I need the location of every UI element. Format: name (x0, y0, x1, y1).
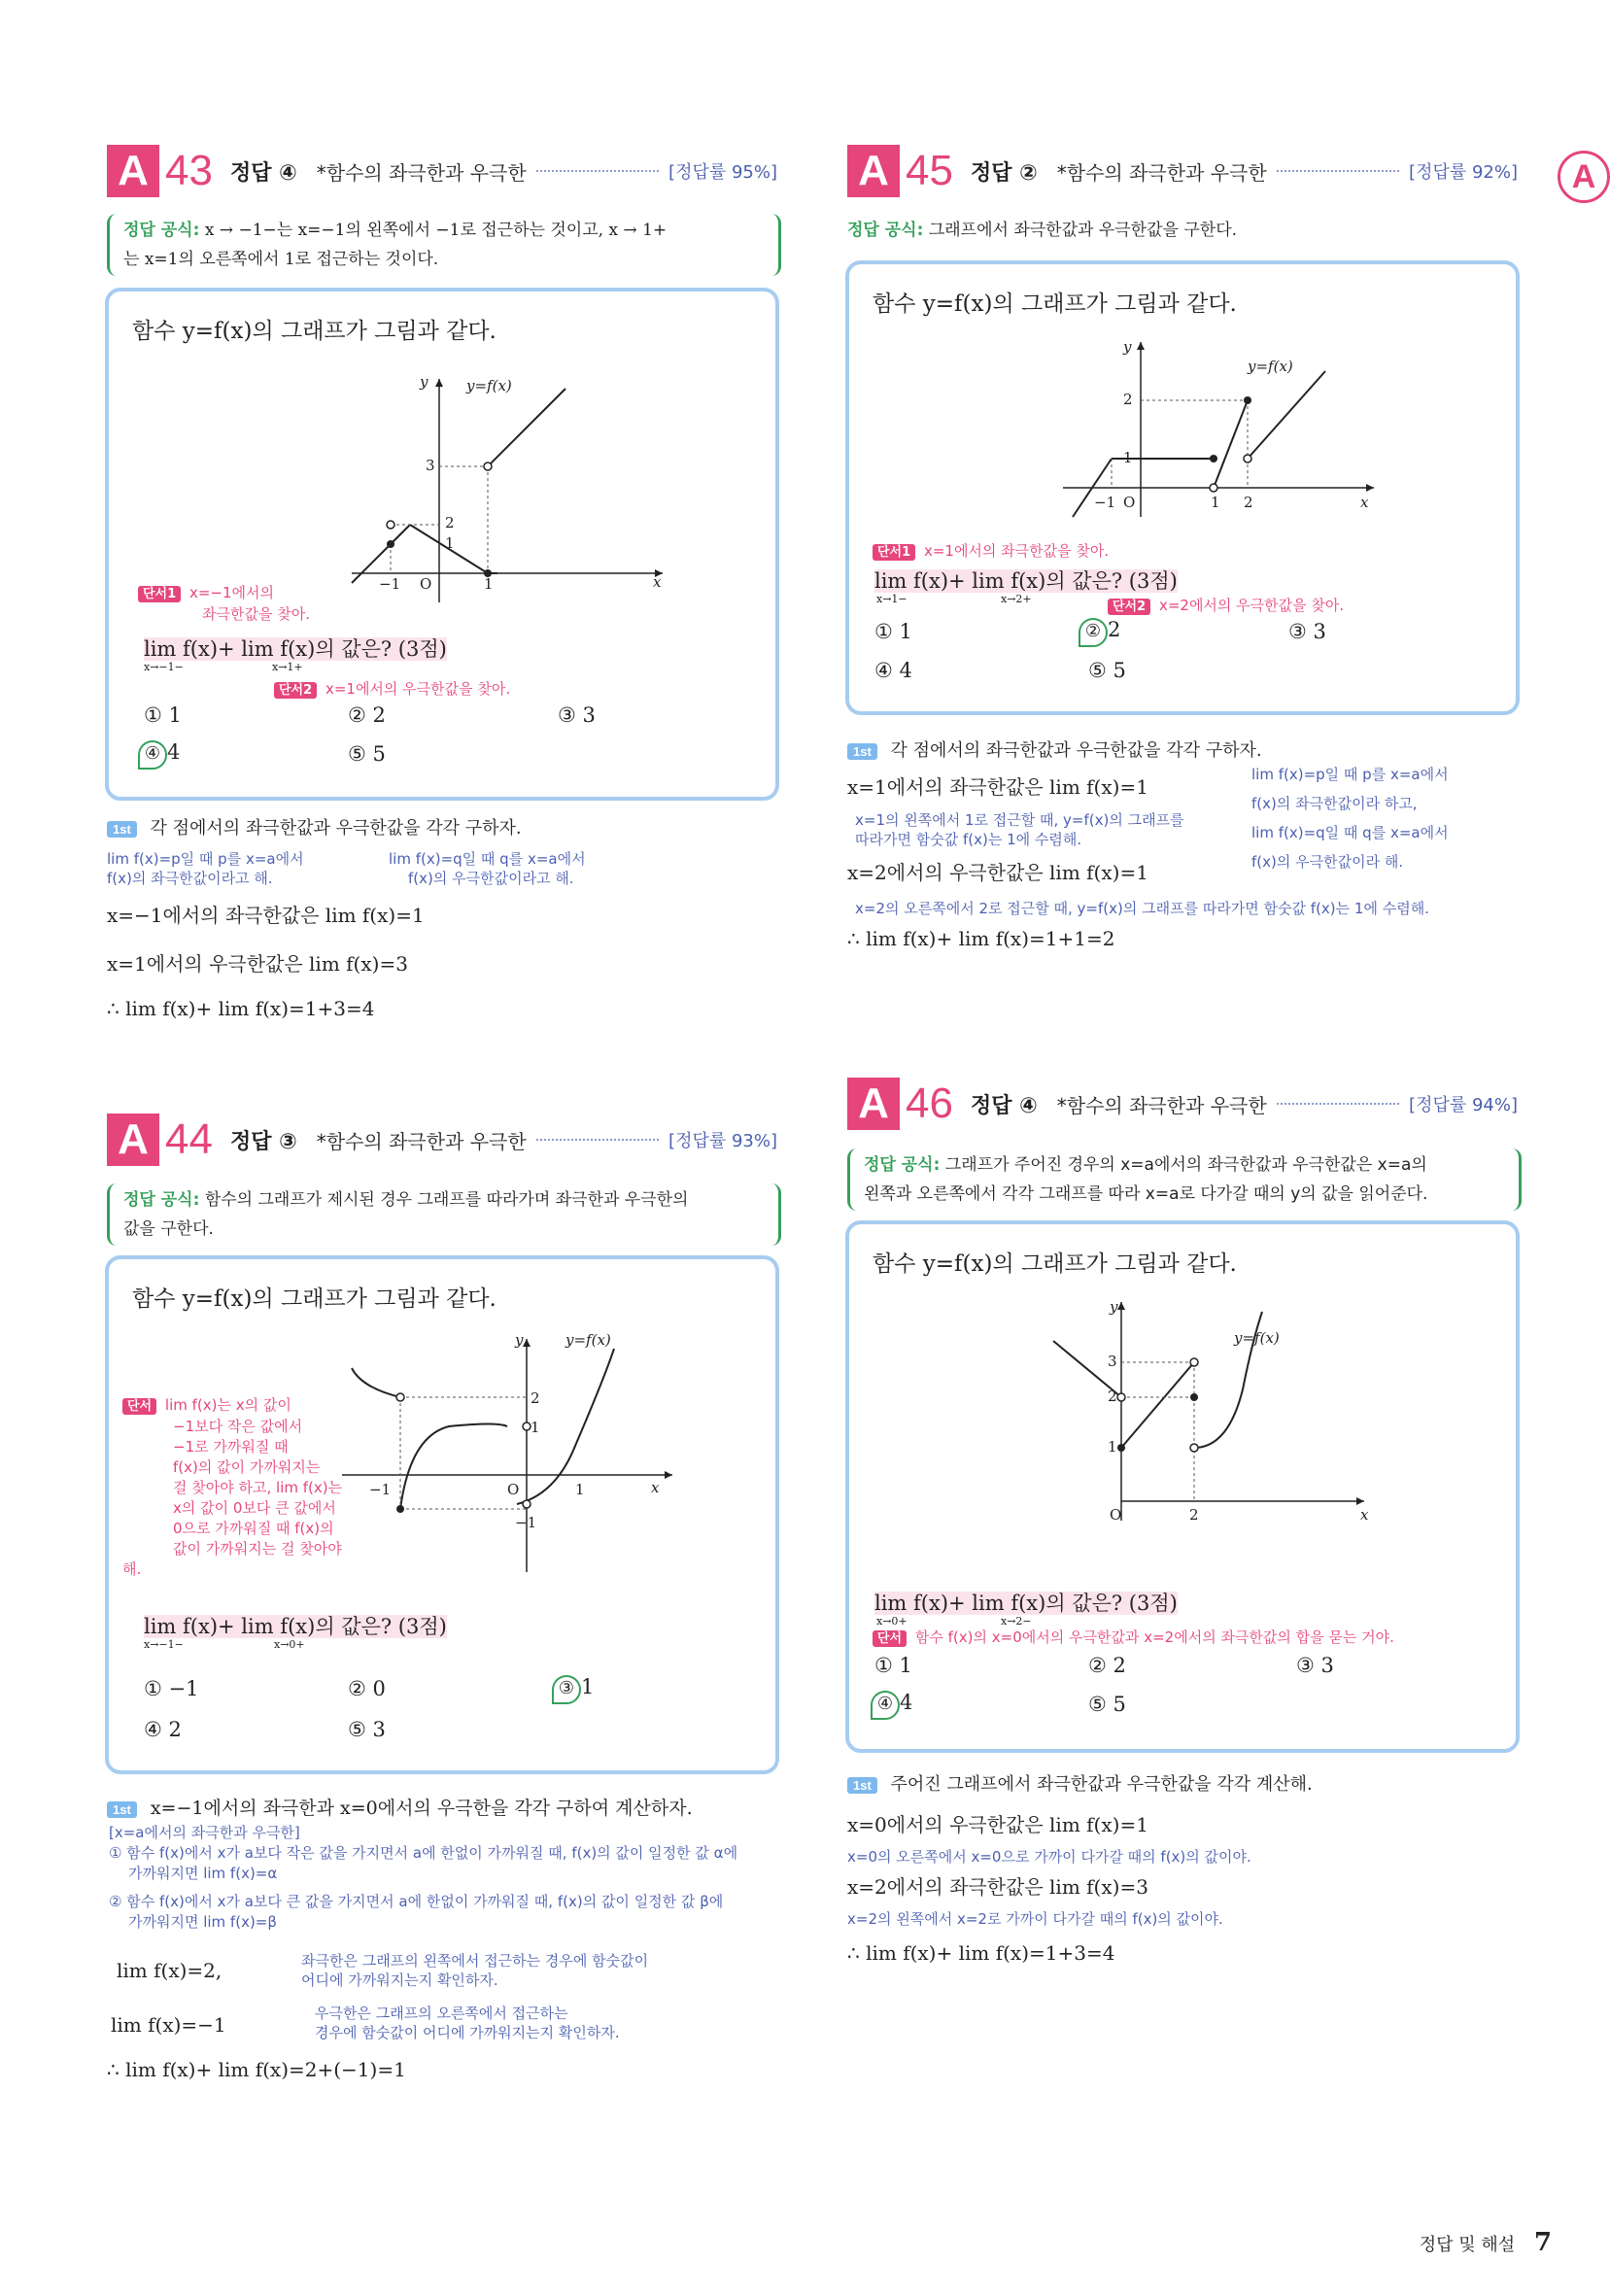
q44-hint-line-4: f(x)의 값이 가까워지는 (173, 1458, 321, 1476)
q44-graph-2: 2 (531, 1389, 540, 1407)
q43-question (144, 634, 447, 663)
q44-sol-rule1b: 가까워지면 lim f(x)=α (128, 1865, 278, 1882)
q43-formula-label: 정답 공식: (123, 221, 200, 240)
page-footer (1420, 2228, 1552, 2257)
q43-hint1-text2: 좌극한값을 찾아. (202, 605, 310, 623)
q45-topic: *함수의 좌극한과 우극한 (1056, 160, 1267, 185)
q44-solution (107, 1794, 787, 2095)
q46-graph (1034, 1292, 1384, 1525)
q46-first-badge: 1st (847, 1777, 877, 1794)
q44-sub2: x→0+ (274, 1638, 305, 1651)
q45-question (874, 565, 1178, 595)
q46-badge: A (847, 1078, 900, 1130)
q43-rate: [정답률 95%] (668, 162, 777, 183)
q46-graph-2: 2 (1108, 1388, 1117, 1405)
q44-hint-tag: 단서 (122, 1398, 156, 1415)
q43-graph (332, 360, 682, 612)
q44-graph-neg1: −1 (369, 1481, 392, 1498)
side-tab-badge: A (1558, 151, 1610, 203)
q44-answer: 정답 ③ (229, 1129, 297, 1154)
q44-dots (536, 1139, 659, 1141)
q44-sol-line1: lim f(x)=2, (117, 1959, 223, 1982)
q45-rate: [정답률 92%] (1409, 162, 1518, 183)
q45-problem-box (845, 260, 1520, 715)
q45-graph-origin: O (1123, 494, 1136, 511)
q46-header (847, 1077, 1518, 1131)
q44-hint-line-6: x의 값이 0보다 큰 값에서 (173, 1499, 336, 1517)
q45-hint2-text: x=2에서의 우극한값을 찾아. (1158, 597, 1345, 614)
q46-choice-4[interactable] (871, 1691, 912, 1720)
q44-graph-fx: y=f(x) (565, 1331, 611, 1349)
q44-hint-line-5: 걸 찾아야 하고, lim f(x)는 (173, 1479, 343, 1496)
q43-formula (107, 214, 781, 276)
q44-rate: [정답률 93%] (668, 1131, 777, 1151)
q43-number: 43 (165, 147, 213, 194)
q45-graph-1: 1 (1123, 449, 1133, 466)
q46-dots (1277, 1103, 1399, 1105)
q43-graph-x: x (653, 573, 662, 591)
q43-graph-3: 3 (426, 457, 435, 474)
q44-problem-box (105, 1255, 779, 1774)
q44-sol-rule2a: ② 함수 f(x)에서 x가 a보다 큰 값을 가지면서 a에 한없이 가까워질 때, f(x)의 값이 일정한 값 β에 (109, 1893, 724, 1910)
q45-sol-side1: lim f(x)=p일 때 p를 x=a에서 (1251, 766, 1449, 783)
q44-hint-line-8: 값이 가까워지는 걸 찾아야 해. (122, 1540, 342, 1578)
q45-sol-note1a: x=1의 왼쪽에서 1로 접근할 때, y=f(x)의 그래프를 (855, 811, 1184, 829)
q46-answer: 정답 ④ (970, 1093, 1038, 1118)
q44-hint-line-7: 0으로 가까워질 때 f(x)의 (173, 1520, 334, 1537)
q43-question-text: lim f(x)+ lim f(x)의 값은? (3점) (144, 637, 447, 661)
q45-sol-note1b: 따라가면 함숫값 f(x)는 1에 수렴해. (855, 831, 1082, 848)
q46-graph-y: y (1110, 1298, 1118, 1316)
q45-sol-note2: x=2의 오른쪽에서 2로 접근할 때, y=f(x)의 그래프를 따라가면 함숫값 f(x)는 1에 수렴해. (855, 900, 1429, 917)
q46-sub2: x→2− (1001, 1615, 1032, 1628)
q45-graph-x2: 2 (1244, 494, 1253, 511)
q46-hint-tag: 단서 (873, 1630, 907, 1647)
q44-sol-rule1a: ① 함수 f(x)에서 x가 a보다 작은 값을 가지면서 a에 한없이 가까워질 때, f(x)의 값이 일정한 값 α에 (109, 1844, 738, 1862)
q43-topic: *함수의 좌극한과 우극한 (316, 160, 527, 185)
q45-graph-x1: 1 (1211, 494, 1220, 511)
q45-choice-2[interactable] (1079, 618, 1120, 647)
q44-hint-line-3: −1로 가까워질 때 (173, 1438, 289, 1456)
q44-choice-5[interactable]: ⑤ 3 (348, 1718, 386, 1741)
q46-graph-origin: O (1110, 1506, 1122, 1524)
q45-graph-x: x (1360, 494, 1369, 511)
q45-sol-line1: x=1에서의 좌극한값은 lim f(x)=1 (847, 775, 1148, 799)
q45-sol-line3: ∴ lim f(x)+ lim f(x)=1+1=2 (847, 927, 1115, 950)
q44-sol-rule2b: 가까워지면 lim f(x)=β (128, 1913, 277, 1931)
q43-sol-note2b: f(x)의 우극한값이라고 해. (408, 870, 574, 887)
q45-question-text: lim f(x)+ lim f(x)의 값은? (3점) (874, 569, 1178, 593)
q45-hint2-tag: 단서2 (1108, 599, 1150, 615)
q44-sol-line2: lim f(x)=−1 (111, 2013, 226, 2037)
q43-sol-note1a: lim f(x)=p일 때 p를 x=a에서 (107, 850, 304, 868)
q45-sol-head (847, 737, 1527, 762)
q43-choice-4-text: 4 (167, 740, 181, 764)
q43-hint1-tag: 단서1 (138, 586, 181, 602)
q46-choice-4-text: 4 (900, 1691, 913, 1714)
q44-sol-note1 (301, 1951, 648, 1990)
q44-graph (323, 1329, 692, 1582)
q43-correct-mark: ④ (138, 740, 167, 770)
q43-graph-neg1: −1 (379, 575, 401, 593)
q46-graph-3: 3 (1108, 1353, 1117, 1370)
q43-hint2 (274, 678, 510, 699)
q43-hint2-tag: 단서2 (274, 682, 317, 699)
q45-hint1-text: x=1에서의 좌극한값을 찾아. (923, 542, 1110, 560)
q43-choice-2[interactable]: ② 2 (348, 703, 386, 727)
q46-sol-head-text: 주어진 그래프에서 좌극한값과 우극한값을 각각 계산해. (890, 1774, 1313, 1795)
page-number: 7 (1533, 2228, 1552, 2257)
q45-sol-line2: x=2에서의 우극한값은 lim f(x)=1 (847, 861, 1148, 884)
q46-formula-text2: 왼쪽과 오른쪽에서 각각 그래프를 따라 x=a로 다가갈 때의 y의 값을 읽어준다. (864, 1184, 1428, 1204)
q46-sol-line3: ∴ lim f(x)+ lim f(x)=1+3=4 (847, 1941, 1115, 1965)
q45-choice-5[interactable]: ⑤ 5 (1088, 659, 1126, 682)
q45-graph-neg1: −1 (1094, 494, 1116, 511)
q44-formula-label: 정답 공식: (123, 1190, 200, 1210)
q45-sol-note1 (855, 810, 1184, 849)
q45-choice-3[interactable]: ③ 3 (1288, 620, 1326, 643)
q43-choice-4[interactable] (138, 740, 180, 770)
q44-choice-4[interactable]: ④ 2 (144, 1718, 182, 1741)
q45-graph-2: 2 (1123, 391, 1133, 408)
q46-stem: 함수 y=f(x)의 그래프가 그림과 같다. (873, 1251, 1237, 1277)
q43-sol-line2: x=1에서의 우극한값은 lim f(x)=3 (107, 952, 408, 976)
q46-hint (873, 1627, 1394, 1647)
q43-sol-head (107, 814, 777, 840)
q45-number: 45 (906, 147, 953, 194)
q43-stem: 함수 y=f(x)의 그래프가 그림과 같다. (132, 319, 497, 344)
q45-graph-fx: y=f(x) (1248, 358, 1293, 375)
q44-choice-1[interactable]: ① −1 (144, 1677, 199, 1700)
q46-correct-mark: ④ (871, 1691, 900, 1720)
q46-graph-fx: y=f(x) (1234, 1329, 1280, 1347)
q43-graph-y: y (420, 373, 428, 391)
q45-formula (847, 216, 1237, 240)
q46-question (874, 1588, 1178, 1617)
q46-choice-5[interactable]: ⑤ 5 (1088, 1693, 1126, 1716)
q43-sol-line1: x=−1에서의 좌극한값은 lim f(x)=1 (107, 904, 425, 927)
q46-topic: *함수의 좌극한과 우극한 (1056, 1093, 1267, 1117)
q46-sol-head (847, 1770, 1527, 1796)
q46-graph-x: x (1360, 1506, 1369, 1524)
q45-choice-4[interactable]: ④ 4 (874, 659, 912, 682)
q45-sol-side2: f(x)의 좌극한값이라 하고, (1251, 795, 1418, 812)
q45-sol-side4: f(x)의 우극한값이라 해. (1251, 853, 1404, 871)
q45-graph-y: y (1123, 338, 1132, 356)
q45-sub2: x→2+ (1001, 593, 1032, 605)
q43-hint1 (138, 583, 310, 624)
q44-graph-x: x (651, 1479, 660, 1496)
q45-formula-label: 정답 공식: (847, 221, 924, 240)
q46-formula (847, 1148, 1522, 1211)
q45-sol-side (1251, 760, 1449, 876)
q45-badge: A (847, 145, 900, 197)
q44-sol-box-title: [x=a에서의 좌극한과 우극한] (109, 1824, 300, 1841)
q44-sol-head-text: x=−1에서의 좌극한과 x=0에서의 우극한을 각각 구하여 계산하자. (150, 1798, 693, 1819)
q43-choice-1[interactable]: ① 1 (144, 703, 182, 727)
q46-number: 46 (906, 1079, 953, 1127)
q46-choice-2[interactable]: ② 2 (1088, 1654, 1126, 1677)
q45-first-badge: 1st (847, 743, 877, 760)
q44-sol-note1b: 어디에 가까워지는지 확인하자. (301, 1971, 498, 1989)
q45-hint2 (1108, 595, 1344, 615)
q44-sol-line3: ∴ lim f(x)+ lim f(x)=2+(−1)=1 (107, 2058, 406, 2081)
q43-graph-fx: y=f(x) (466, 377, 512, 394)
q45-hint1-tag: 단서1 (873, 544, 915, 561)
q46-sol-note1: x=0의 오른쪽에서 x=0으로 가까이 다가갈 때의 f(x)의 값이야. (847, 1848, 1251, 1866)
q43-answer: 정답 ④ (229, 160, 297, 186)
q46-hint-text: 함수 f(x)의 x=0에서의 우극한값과 x=2에서의 좌극한값의 합을 묻는 거야. (914, 1628, 1394, 1646)
q44-stem: 함수 y=f(x)의 그래프가 그림과 같다. (132, 1286, 497, 1312)
q44-formula-text2: 값을 구한다. (123, 1219, 214, 1239)
q44-badge: A (107, 1114, 159, 1166)
q45-sol-side3: lim f(x)=q일 때 q를 x=a에서 (1251, 824, 1449, 841)
q46-rate: [정답률 94%] (1409, 1095, 1518, 1115)
q43-sol-note2 (389, 849, 586, 888)
q45-choice-2-text: 2 (1108, 618, 1121, 641)
q44-hint-line-1: lim f(x)는 x의 값이 (164, 1396, 291, 1414)
q46-question-text: lim f(x)+ lim f(x)의 값은? (3점) (874, 1592, 1178, 1615)
q44-graph-y: y (515, 1331, 524, 1349)
q45-answer: 정답 ② (970, 160, 1038, 186)
q46-graph-x2: 2 (1189, 1506, 1199, 1524)
q43-sol-note2a: lim f(x)=q일 때 q를 x=a에서 (389, 850, 586, 868)
q44-correct-mark: ③ (552, 1675, 581, 1704)
q43-hint2-text: x=1에서의 우극한값을 찾아. (325, 680, 511, 698)
q46-solution (847, 1770, 1527, 1984)
q45-correct-mark: ② (1079, 618, 1108, 647)
q45-hint1 (873, 540, 1109, 561)
q46-sub1: x→0+ (876, 1615, 908, 1628)
q43-sub1: x→−1− (144, 661, 184, 673)
q44-sol-head (107, 1794, 787, 1820)
q44-first-badge: 1st (107, 1801, 137, 1818)
q44-choice-3-text: 1 (581, 1675, 595, 1698)
footer-label: 정답 및 해설 (1419, 2235, 1516, 2255)
q44-formula-text1: 함수의 그래프가 제시된 경우 그래프를 따라가며 좌극한과 우극한의 (204, 1190, 689, 1210)
q46-sol-note2: x=2의 왼쪽에서 x=2로 가까이 다가갈 때의 f(x)의 값이야. (847, 1910, 1223, 1928)
q45-formula-text1: 그래프에서 좌극한값과 우극한값을 구한다. (928, 221, 1238, 240)
q43-header (107, 144, 777, 198)
q43-formula-text2: 는 x=1의 오른쪽에서 1로 접근하는 것이다. (123, 250, 439, 269)
q43-sol-note1 (107, 849, 304, 888)
q43-sol-head-text: 각 점에서의 좌극한값과 우극한값을 각각 구하자. (150, 818, 522, 839)
q46-choice-1[interactable]: ① 1 (874, 1654, 912, 1677)
q44-graph-x1: 1 (575, 1481, 585, 1498)
q43-formula-text1: x → −1−는 x=−1의 왼쪽에서 −1로 접근하는 것이고, x → 1+ (204, 221, 668, 240)
q43-badge: A (107, 145, 159, 197)
q44-choice-3[interactable] (552, 1675, 594, 1704)
q45-dots (1277, 170, 1399, 172)
q44-question-text: lim f(x)+ lim f(x)의 값은? (3점) (144, 1615, 447, 1638)
q44-hint-line-2: −1보다 작은 값에서 (173, 1418, 303, 1435)
q46-sol-line2: x=2에서의 좌극한값은 lim f(x)=3 (847, 1875, 1148, 1899)
q46-formula-text1: 그래프가 주어진 경우의 x=a에서의 좌극한값과 우극한값은 x=a의 (944, 1155, 1427, 1175)
q44-sol-note1a: 좌극한은 그래프의 왼쪽에서 접근하는 경우에 함숫값이 (301, 1952, 649, 1970)
q44-choice-2[interactable]: ② 0 (348, 1677, 386, 1700)
q45-stem: 함수 y=f(x)의 그래프가 그림과 같다. (873, 291, 1237, 317)
q45-sol-head-text: 각 점에서의 좌극한값과 우극한값을 각각 구하자. (890, 740, 1262, 761)
q44-number: 44 (165, 1115, 213, 1163)
q44-question (144, 1611, 447, 1640)
q44-graph-origin: O (507, 1481, 520, 1498)
q43-sol-line3: ∴ lim f(x)+ lim f(x)=1+3=4 (107, 997, 375, 1020)
q43-sub2: x→1+ (272, 661, 303, 673)
q43-first-badge: 1st (107, 821, 137, 838)
q45-sub1: x→1− (876, 593, 908, 605)
q43-graph-2: 2 (445, 514, 455, 531)
q45-header (847, 144, 1518, 198)
q44-sol-note2a: 우극한은 그래프의 오른쪽에서 접근하는 (315, 2005, 568, 2022)
q43-choice-5[interactable]: ⑤ 5 (348, 742, 386, 766)
q44-topic: *함수의 좌극한과 우극한 (316, 1129, 527, 1153)
q44-formula (107, 1183, 781, 1246)
q43-problem-box (105, 288, 779, 801)
q43-sol-note1b: f(x)의 좌극한값이라고 해. (107, 870, 273, 887)
q43-graph-origin: O (420, 575, 432, 593)
q45-choice-1[interactable]: ① 1 (874, 620, 912, 643)
q43-choice-3[interactable]: ③ 3 (558, 703, 596, 727)
q43-graph-1: 1 (445, 534, 455, 552)
q44-hint (122, 1395, 356, 1580)
q46-problem-box (845, 1220, 1520, 1753)
q45-solution (847, 737, 1527, 979)
q43-solution (107, 814, 777, 1047)
q46-sol-line1: x=0에서의 우극한값은 lim f(x)=1 (847, 1813, 1148, 1836)
q44-graph-yneg1: −1 (515, 1514, 537, 1531)
q44-graph-1: 1 (531, 1419, 540, 1436)
q44-sol-note2 (315, 2004, 620, 2042)
q44-header (107, 1113, 777, 1167)
q43-dots (536, 170, 659, 172)
q46-choice-3[interactable]: ③ 3 (1296, 1654, 1334, 1677)
q43-graph-x1: 1 (484, 575, 494, 593)
q44-sol-box (109, 1823, 789, 1933)
q43-hint1-text1: x=−1에서의 (188, 584, 274, 601)
q44-sub1: x→−1− (144, 1638, 184, 1651)
q44-sol-note2b: 경우에 함숫값이 어디에 가까워지는지 확인하자. (315, 2024, 620, 2041)
q46-formula-label: 정답 공식: (864, 1155, 941, 1175)
q46-graph-1: 1 (1108, 1438, 1117, 1456)
